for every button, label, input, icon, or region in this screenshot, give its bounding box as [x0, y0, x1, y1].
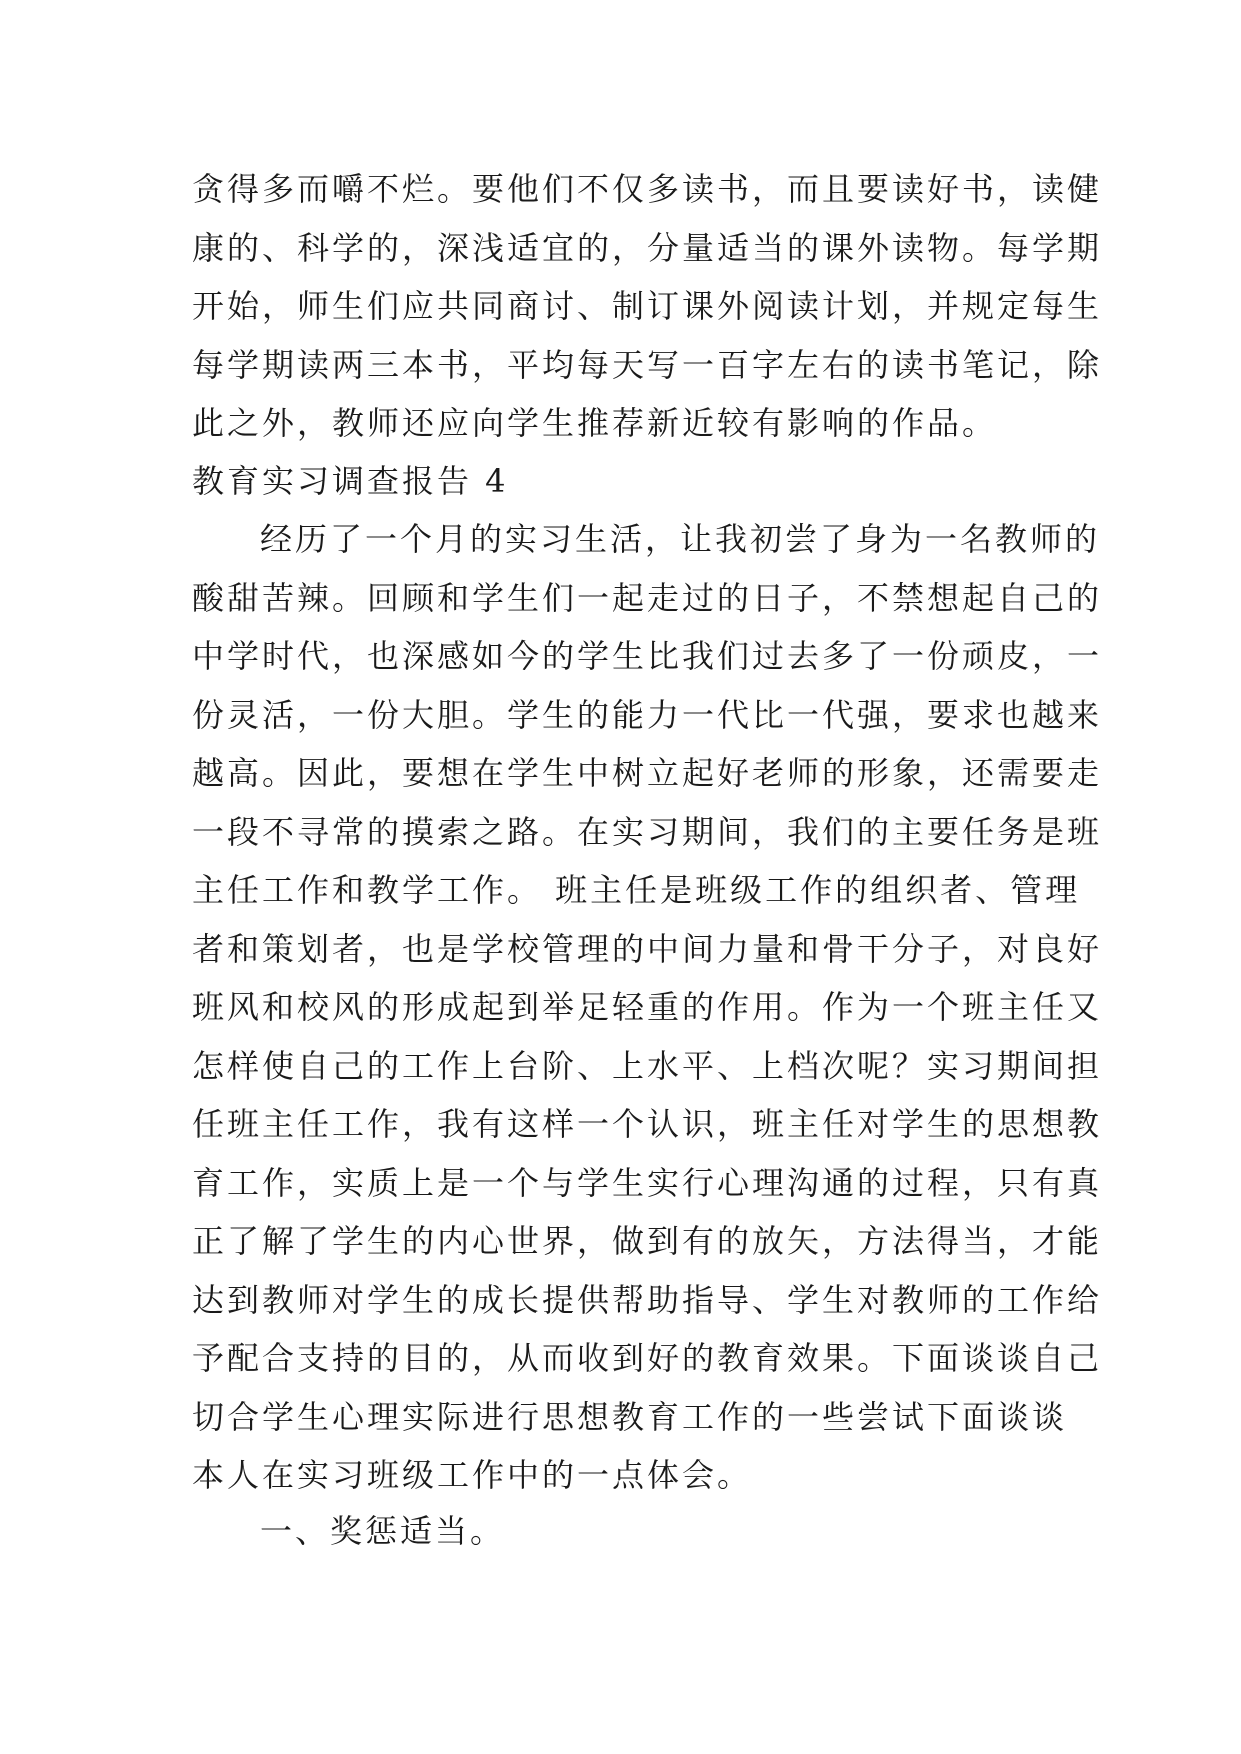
section-heading	[192, 452, 1052, 511]
paragraph-line: 此之外，教师还应向学生推荐新近较有影响的作品。	[192, 404, 998, 442]
paragraph-line: 每学期读两三本书，平均每天写一百字左右的读书笔记，除	[192, 345, 1103, 384]
paragraph-line: 切合学生心理实际进行思想教育工作的一些尝试下面谈谈	[192, 1397, 1068, 1436]
section-heading-text: 教育实习调查报告 4	[192, 462, 509, 500]
paragraph-line: 正了解了学生的内心世界，做到有的放矢，方法得当，才能	[192, 1222, 1103, 1260]
paragraph-line: 康的、科学的，深浅适宜的，分量适当的课外读物。每学期	[192, 228, 1103, 267]
paragraph-line: 怎样使自己的工作上台阶、上水平、上档次呢？实习期间担	[192, 1046, 1103, 1085]
paragraph-internship-experience	[192, 510, 1103, 1505]
paragraph-line: 份灵活，一份大胆。学生的能力一代比一代强，要求也越来	[192, 695, 1103, 734]
paragraph-line: 达到教师对学生的成长提供帮助指导、学生对教师的工作给	[192, 1280, 1103, 1319]
paragraph-line: 本人在实习班级工作中的一点体会。	[192, 1456, 753, 1494]
subsection-heading-text: 一、奖惩适当。	[260, 1512, 506, 1550]
paragraph-line: 一段不寻常的摸索之路。在实习期间，我们的主要任务是班	[192, 812, 1103, 851]
paragraph-reading-advice	[192, 160, 1103, 453]
paragraph-line: 者和策划者，也是学校管理的中间力量和骨干分子，对良好	[192, 929, 1103, 968]
paragraph-line: 经历了一个月的实习生活，让我初尝了身为一名教师的	[260, 520, 1101, 558]
paragraph-line: 开始，师生们应共同商讨、制订课外阅读计划，并规定每生	[192, 287, 1103, 325]
paragraph-line: 班风和校风的形成起到举足轻重的作用。作为一个班主任又	[192, 988, 1103, 1026]
paragraph-line: 主任工作和教学工作。 班主任是班级工作的组织者、管理	[192, 871, 1081, 909]
paragraph-line: 任班主任工作，我有这样一个认识，班主任对学生的思想教	[192, 1105, 1103, 1143]
paragraph-line: 予配合支持的目的，从而收到好的教育效果。下面谈谈自己	[192, 1339, 1103, 1377]
paragraph-line: 酸甜苦辣。回顾和学生们一起走过的日子，不禁想起自己的	[192, 578, 1103, 617]
paragraph-line: 育工作，实质上是一个与学生实行心理沟通的过程，只有真	[192, 1163, 1103, 1202]
paragraph-line: 越高。因此，要想在学生中树立起好老师的形象，还需要走	[192, 754, 1103, 792]
paragraph-line: 贪得多而嚼不烂。要他们不仅多读书，而且要读好书，读健	[192, 170, 1103, 208]
subsection-heading	[192, 1502, 1052, 1561]
paragraph-line: 中学时代，也深感如今的学生比我们过去多了一份顽皮，一	[192, 637, 1103, 675]
